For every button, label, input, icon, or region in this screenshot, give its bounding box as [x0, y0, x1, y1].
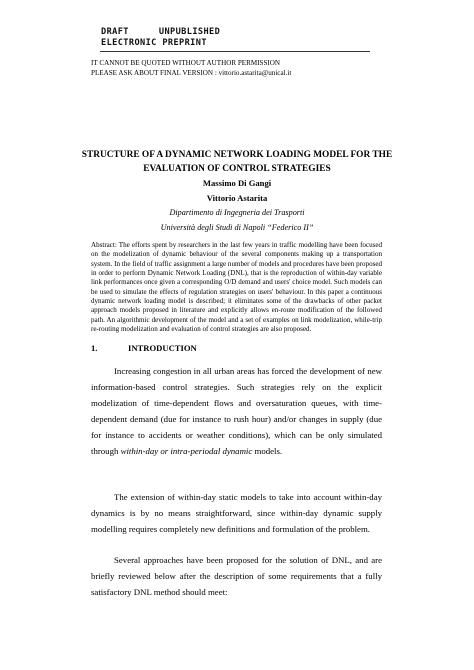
paragraph-2: The extension of within-day static models to take into account within-day dynamics is by no means straightforward, since within-day dynamic supply modelling requires completely new definitions and formulation of the problem.	[91, 492, 382, 534]
section-title: INTRODUCTION	[128, 343, 197, 353]
paragraph-1	[91, 364, 382, 459]
draft-label: DRAFT	[101, 27, 129, 37]
banner-divider	[100, 51, 370, 52]
author-1: Massimo Di Gangi	[202, 178, 272, 188]
paragraph-1-text-b: models.	[252, 445, 283, 456]
title-line-2: EVALUATION OF CONTROL STRATEGIES	[143, 164, 331, 174]
title-line-1: STRUCTURE OF A DYNAMIC NETWORK LOADING MODEL FOR THE	[81, 150, 393, 160]
preprint-label: ELECTRONIC PREPRINT	[101, 38, 207, 48]
paper-title	[60, 148, 414, 176]
draft-banner	[101, 27, 220, 49]
abstract: Abstract: The efforts spent by researchers in the last few years in traffic modelling have been focused on the modelization of dynamic behaviour of the several components making up a transportation system. In the field of traffic assignment a large number of models and procedures have been proposed in order to perform Dynamic Network Loading (DNL), that is the reproduction of within-day variable link performances once given a corresponding O/D demand and users' choice model. Such models can be used to simulate the effects of regulation strategies on users' behaviour. In this paper a continuous dynamic network loading model is described; it eliminates some of the drawbacks of other packet approach models proposed in literature and explicitly allows en-route modification of the followed path. An algorithmic development of the model and a set of examples on link modelization, while-trip re-routing modelization and evaluation of control strategies are also proposed.	[91, 241, 382, 334]
permission-notice	[91, 59, 291, 78]
unpublished-label: UNPUBLISHED	[158, 27, 221, 37]
affiliation-university: Università degli Studi di Napoli “Federico II”	[160, 223, 314, 232]
notice-line-1: IT CANNOT BE QUOTED WITHOUT AUTHOR PERMISSION	[91, 59, 281, 67]
paragraph-1-text-a: Increasing congestion in all urban areas has forced the development of new information-based control strategies. Such strategies rely on the explicit modelization of time-dependent flows and oversaturation queues, with time-dependent demand (due for instance to rush hour) and/or changes in supply (due for instance to accidents or weather conditions), which can be only simulated through	[91, 366, 382, 456]
section-number: 1.	[91, 343, 98, 353]
author-2: Vittorio Astarita	[206, 193, 268, 203]
draft-line	[101, 27, 220, 38]
section-heading	[91, 342, 197, 354]
paragraph-1-emphasis: within-day or intra-periodal dynamic	[120, 445, 253, 456]
paragraph-3: Several approaches have been proposed for the solution of DNL, and are briefly reviewed below after the description of some requirements that a fully satisfactory DNL method should meet:	[91, 555, 382, 597]
affiliation-department: Dipartimento di Ingegneria dei Trasporti	[169, 208, 305, 217]
notice-line-2: PLEASE ASK ABOUT FINAL VERSION : vittorio.astarita@unical.it	[91, 68, 292, 77]
